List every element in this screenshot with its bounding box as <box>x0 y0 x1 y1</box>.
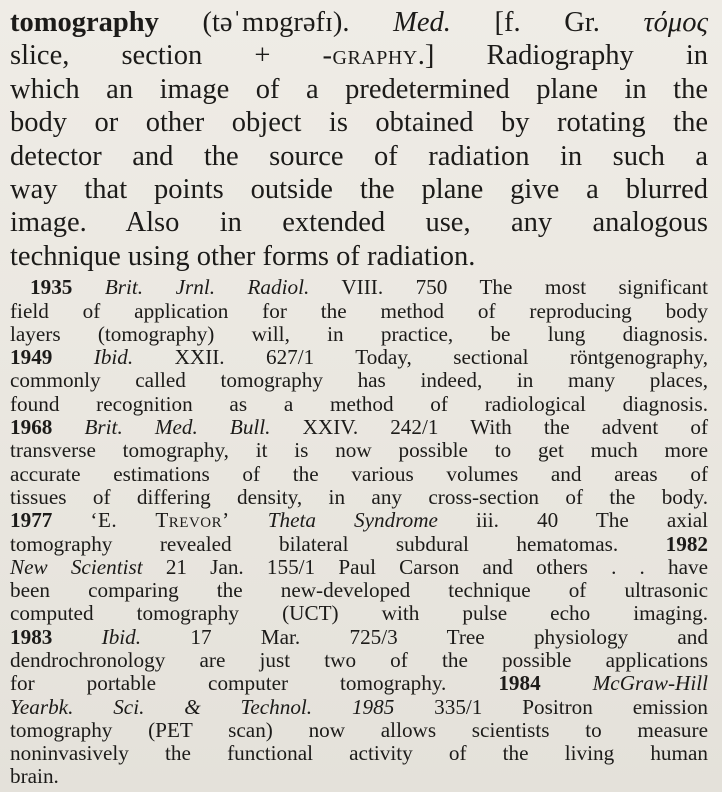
quotation-line <box>10 556 708 579</box>
quotation-line: field of application for the method of reproducing body <box>10 298 708 323</box>
quotation-ref: iii. 40 <box>476 508 559 533</box>
quotation-source: New Scientist <box>10 554 143 579</box>
quotation-text: The most significant <box>479 275 708 300</box>
quotation-line: computed tomography (UCT) with pulse echo imaging. <box>10 601 708 626</box>
quotation-year: 1984 <box>498 671 541 696</box>
quotation-author: ‘E. Trevor’ <box>90 508 230 533</box>
quotation-line: found recognition as a method of radiological diagnosis. <box>10 391 708 416</box>
quotation-source: Brit. Med. Bull. <box>84 415 271 440</box>
quotation-line: commonly called tomography has indeed, in many places, <box>10 368 708 393</box>
quotation-year: 1968 <box>10 415 53 440</box>
quotation-year: 1982 <box>665 531 708 556</box>
usage-label: Med. <box>393 7 451 38</box>
quotation-source: Ibid. <box>101 624 142 649</box>
definition-line: image. Also in extended use, any analogous <box>10 207 708 239</box>
etymology-xref: -graphy <box>322 40 418 72</box>
quotation-line <box>10 346 708 369</box>
quotation-line <box>10 626 708 649</box>
definition-line: technique using other forms of radiation. <box>10 240 476 272</box>
quotation-line <box>10 416 708 439</box>
headword: tomography <box>10 7 159 38</box>
quotation-ref: XXIV. 242/1 <box>302 415 439 440</box>
quotation-text: for portable computer tomography. <box>10 671 447 696</box>
quotation-text: The axial <box>595 508 708 533</box>
quotation-line <box>10 276 708 299</box>
quotation-source: Brit. Jrnl. Radiol. <box>104 275 310 300</box>
quotation-line: noninvasively the functional activity of the living human <box>10 741 708 766</box>
quotation-source: McGraw-Hill <box>592 671 708 696</box>
quotation-ref: XXII. 627/1 <box>174 345 315 370</box>
entry-line-1 <box>10 6 708 39</box>
quotation-line: tissues of differing density, in any cross-section of the body. <box>10 484 708 509</box>
quotation-year: 1949 <box>10 345 53 370</box>
quotation-ref: 335/1 <box>434 694 483 719</box>
quotation-year: 1935 <box>30 275 73 300</box>
quotation-line: accurate estimations of the various volumes and areas of <box>10 461 708 486</box>
definition-line: way that points outside the plane give a blurred <box>10 174 708 206</box>
etymology-greek: τόμος <box>643 7 709 38</box>
definition-line: which an image of a predetermined plane in the <box>10 73 708 105</box>
quotation-ref: 21 Jan. 155/1 <box>165 554 316 579</box>
etymology-open: [f. Gr. <box>494 7 600 38</box>
quotation-line <box>10 509 708 532</box>
definition-line: body or other object is obtained by rotating the <box>10 107 708 139</box>
quotation-text: Positron emission <box>522 694 709 719</box>
etymology-gloss: slice, section + <box>10 40 271 72</box>
quotation-text: Tree physiology and <box>446 624 708 649</box>
entry-definition <box>10 6 708 273</box>
quotation-line: layers (tomography) will, in practice, be lung diagnosis. <box>10 321 708 346</box>
quotation-text: tomography revealed bilateral subdural hematomas. <box>10 531 619 556</box>
etymology-close: .] <box>417 40 435 72</box>
quotation-line: transverse tomography, it is now possible to get much more <box>10 438 708 463</box>
quotation-block <box>10 276 708 789</box>
quotation-source: Theta Syndrome <box>267 508 438 533</box>
quotation-text: Paul Carson and others . . have <box>338 554 709 579</box>
quotation-line <box>10 533 708 556</box>
quotation-year: 1977 <box>10 508 53 533</box>
pronunciation: (təˈmɒgrəfɪ). <box>202 7 350 38</box>
quotation-source: Yearbk. Sci. & Technol. <box>10 694 313 719</box>
quotation-line: been comparing the new-developed technique of ultrasonic <box>10 578 708 603</box>
quotation-text: With the advent of <box>470 415 709 440</box>
quotation-line: brain. <box>10 764 59 789</box>
quotation-line <box>10 672 708 695</box>
quotation-source-year: 1985 <box>351 694 395 719</box>
quotation-ref: 17 Mar. 725/3 <box>190 624 398 649</box>
quotation-line <box>10 696 708 719</box>
quotation-ref: VIII. 750 <box>341 275 448 300</box>
definition-start: Radiography in <box>486 40 709 72</box>
quotation-source: Ibid. <box>93 345 134 370</box>
entry-line-2 <box>10 39 708 72</box>
quotation-line: tomography (PET scan) now allows scientists to measure <box>10 717 708 742</box>
quotation-text: Today, sectional röntgenography, <box>355 345 708 370</box>
quotation-year: 1983 <box>10 624 53 649</box>
definition-line: detector and the source of radiation in such a <box>10 140 708 172</box>
quotation-line: dendrochronology are just two of the possible applications <box>10 648 708 672</box>
